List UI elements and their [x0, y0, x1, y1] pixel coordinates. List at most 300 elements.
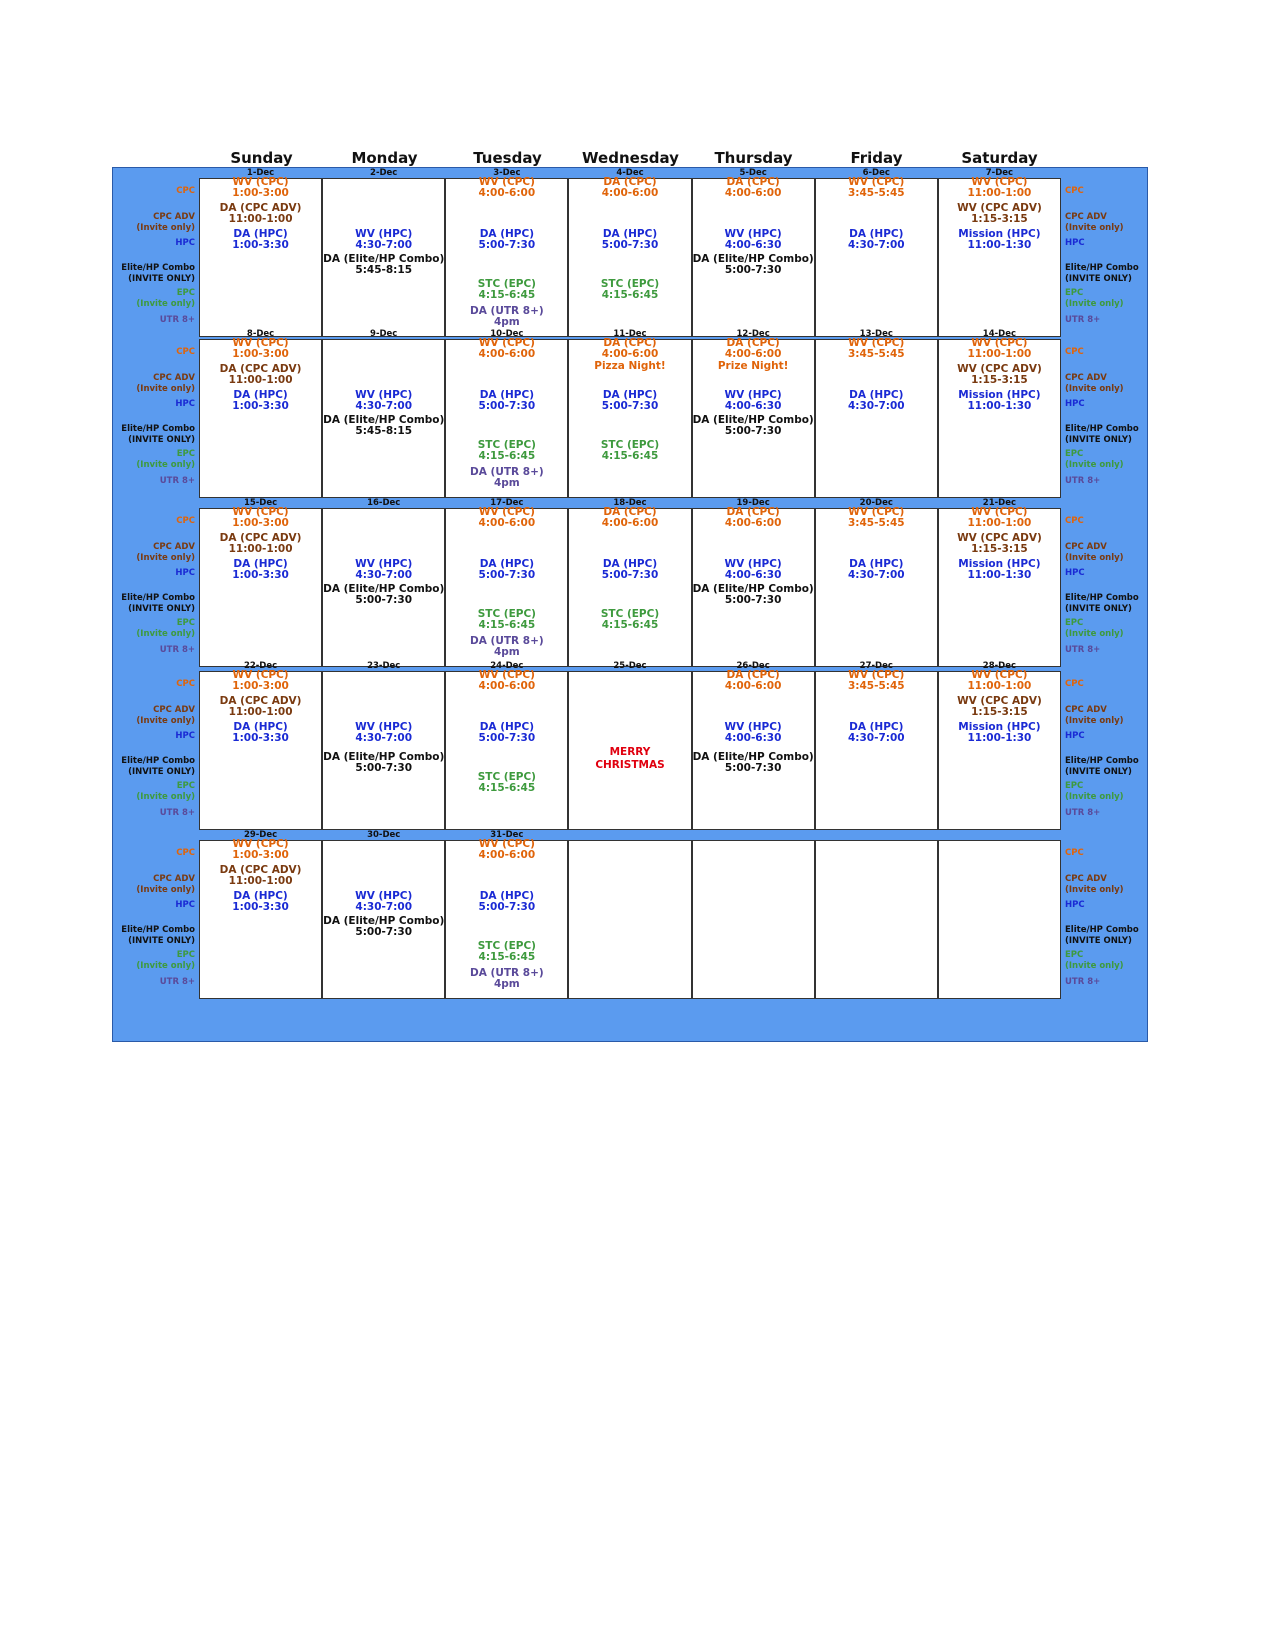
day-cell[interactable]: [199, 178, 322, 337]
label-cpc-adv-invite: (Invite only): [1065, 885, 1124, 895]
label-epc: EPC: [1065, 618, 1084, 628]
label-combo: Elite/HP Combo: [121, 925, 195, 935]
day-column: [938, 168, 1061, 337]
session-time: 5:00-7:30: [601, 400, 659, 412]
session-title: WV (CPC ADV): [957, 695, 1042, 707]
label-cpc: CPC: [176, 186, 195, 196]
weekday-saturday: Saturday: [961, 149, 1038, 167]
session-time: 4:30-7:00: [847, 732, 905, 744]
day-cell[interactable]: [445, 339, 568, 498]
day-cell[interactable]: [938, 671, 1061, 830]
weekday-wednesday: Wednesday: [582, 149, 679, 167]
session-title: DA (CPC): [726, 669, 780, 681]
session-title: WV (HPC): [355, 228, 413, 240]
session-time: 4:00-6:00: [724, 680, 782, 692]
session-time: 4:15-6:45: [601, 289, 659, 301]
day-cell[interactable]: [322, 178, 445, 337]
label-cpc-adv: CPC ADV: [1065, 874, 1107, 884]
date-label: 13-Dec: [859, 329, 893, 339]
label-combo: Elite/HP Combo: [1065, 756, 1139, 766]
label-combo: Elite/HP Combo: [1065, 424, 1139, 434]
label-cpc: CPC: [176, 679, 195, 689]
date-label: 2-Dec: [370, 168, 398, 178]
label-epc: EPC: [176, 781, 195, 791]
label-cpc: CPC: [176, 516, 195, 526]
label-epc: EPC: [1065, 288, 1084, 298]
date-label: 20-Dec: [859, 498, 893, 508]
session-time: 1:00-3:30: [232, 732, 289, 744]
session-time: 5:00-7:30: [478, 400, 536, 412]
session-time: 1:00-3:30: [232, 400, 289, 412]
session-title: DA (HPC): [479, 558, 534, 570]
day-cell[interactable]: [568, 339, 691, 498]
date-label: 18-Dec: [613, 498, 647, 508]
date-label: 3-Dec: [493, 168, 521, 178]
session-time: 5:00-7:30: [724, 762, 782, 774]
session-title: DA (CPC): [726, 337, 780, 349]
day-cell[interactable]: [445, 671, 568, 830]
label-cpc-adv-invite: (Invite only): [136, 384, 195, 394]
label-hpc: HPC: [1065, 900, 1085, 910]
day-column: [815, 168, 938, 337]
session-title: DA (CPC): [726, 176, 780, 188]
session-time: 5:00-7:30: [478, 239, 536, 251]
label-epc: EPC: [176, 288, 195, 298]
session-title: WV (CPC): [478, 506, 535, 518]
day-column: [938, 830, 1061, 999]
label-utr: UTR 8+: [159, 808, 195, 818]
holiday-note: [569, 746, 690, 772]
session-time: 4:00-6:00: [478, 348, 536, 360]
session-time: 4:15-6:45: [478, 450, 536, 462]
session-title: WV (HPC): [355, 558, 413, 570]
session-title: WV (CPC): [478, 176, 535, 188]
label-cpc-adv: CPC ADV: [1065, 705, 1107, 715]
session-time: 5:45-8:15: [355, 425, 412, 437]
session-time: 4:30-7:00: [847, 569, 905, 581]
session-title: WV (HPC): [355, 721, 413, 733]
session-title: DA (HPC): [479, 721, 534, 733]
date-label: 28-Dec: [982, 661, 1017, 671]
session-time: 3:45-5:45: [847, 680, 905, 692]
label-hpc: HPC: [1065, 731, 1085, 741]
label-epc: EPC: [1065, 781, 1084, 791]
label-cpc-adv: CPC ADV: [153, 705, 195, 715]
label-cpc-adv: CPC ADV: [1065, 542, 1107, 552]
day-cell[interactable]: [199, 339, 322, 498]
session-time: 4:00-6:00: [478, 517, 536, 529]
day-column: [815, 661, 938, 830]
label-cpc-adv-invite: (Invite only): [136, 223, 195, 233]
session-time: 4:30-7:00: [355, 239, 412, 251]
session-title: DA (Elite/HP Combo): [323, 583, 445, 595]
day-column: [692, 830, 815, 999]
day-cell[interactable]: [938, 840, 1061, 999]
session-title: WV (CPC): [232, 176, 289, 188]
label-combo-invite: (INVITE ONLY): [128, 767, 195, 777]
session-title: DA (UTR 8+): [470, 967, 544, 979]
session-time: 4:30-7:00: [355, 732, 412, 744]
session-title: STC (EPC): [600, 439, 660, 451]
label-cpc-adv: CPC ADV: [153, 373, 195, 383]
session-title: DA (Elite/HP Combo): [323, 414, 445, 426]
session-time: 11:00-1:00: [228, 543, 293, 555]
session-title: DA (Elite/HP Combo): [692, 253, 814, 265]
session-time: 1:00-3:00: [232, 849, 289, 861]
session-title: WV (CPC): [971, 669, 1028, 681]
date-label: 30-Dec: [367, 830, 401, 840]
session-title: DA (HPC): [233, 389, 288, 401]
day-cell[interactable]: [322, 671, 445, 830]
date-label: 6-Dec: [862, 168, 890, 178]
date-label: [815, 830, 938, 840]
day-column: [938, 661, 1061, 830]
session-title: DA (HPC): [849, 228, 904, 240]
session-time: 11:00-1:00: [967, 187, 1032, 199]
weekday-friday: Friday: [850, 149, 903, 167]
session-time: 1:00-3:30: [232, 901, 289, 913]
day-column: [568, 661, 691, 830]
session-time: 4:00-6:00: [478, 849, 536, 861]
session-title: DA (Elite/HP Combo): [692, 583, 814, 595]
session-time: 1:00-3:30: [232, 239, 289, 251]
date-label: 15-Dec: [243, 498, 278, 508]
session-time: 1:00-3:00: [232, 517, 289, 529]
session-time: 4:30-7:00: [355, 901, 412, 913]
session-title: DA (HPC): [602, 558, 658, 570]
date-label: 11-Dec: [613, 329, 647, 339]
week-row: [113, 329, 1147, 498]
session-time: 3:45-5:45: [847, 348, 905, 360]
day-cell[interactable]: [815, 339, 938, 498]
label-cpc: CPC: [176, 347, 195, 357]
session-title: Mission (HPC): [958, 228, 1041, 240]
session-title: DA (CPC): [603, 337, 657, 349]
date-label: 26-Dec: [736, 661, 770, 671]
session-title: DA (HPC): [233, 228, 288, 240]
label-utr: UTR 8+: [1065, 315, 1101, 325]
day-cell[interactable]: [692, 339, 815, 498]
label-combo-invite: (INVITE ONLY): [1065, 936, 1132, 946]
session-time: 4:00-6:00: [478, 187, 536, 199]
label-hpc: HPC: [175, 568, 195, 578]
day-column: [568, 830, 691, 999]
label-combo-invite: (INVITE ONLY): [1065, 435, 1132, 445]
session-time: 1:15-3:15: [971, 543, 1028, 555]
session-time: 5:00-7:30: [724, 594, 782, 606]
session-title: DA (CPC ADV): [219, 864, 302, 876]
session-time: 4:00-6:00: [724, 517, 782, 529]
session-time: 4:00-6:30: [724, 239, 782, 251]
session-time: 5:00-7:30: [355, 762, 412, 774]
label-combo: Elite/HP Combo: [1065, 263, 1139, 273]
day-cell[interactable]: [815, 508, 938, 667]
weekday-monday: Monday: [351, 149, 418, 167]
session-title: STC (EPC): [477, 278, 536, 290]
session-title: DA (HPC): [233, 890, 288, 902]
day-cell[interactable]: [692, 178, 815, 337]
day-column: [692, 329, 815, 498]
session-title: Mission (HPC): [958, 389, 1041, 401]
day-column: [199, 830, 322, 999]
day-column: [322, 830, 445, 999]
session-time: 5:00-7:30: [478, 732, 536, 744]
session-time: 4pm: [493, 316, 520, 328]
label-epc-invite: (Invite only): [136, 460, 195, 470]
date-label: 12-Dec: [736, 329, 770, 339]
day-cell[interactable]: [692, 671, 815, 830]
day-column: [445, 168, 568, 337]
day-cell[interactable]: [568, 671, 691, 830]
session-title: WV (HPC): [724, 558, 782, 570]
label-cpc: CPC: [176, 848, 195, 858]
label-cpc-adv-invite: (Invite only): [136, 553, 195, 563]
session-title: DA (CPC ADV): [219, 695, 302, 707]
date-label: 16-Dec: [367, 498, 401, 508]
day-column: [199, 168, 322, 337]
session-time: 4:15-6:45: [478, 289, 536, 301]
session-time: 4:30-7:00: [355, 569, 412, 581]
session-title: WV (CPC ADV): [957, 363, 1042, 375]
week-days: [199, 661, 1061, 830]
date-label: [692, 830, 815, 840]
day-cell[interactable]: [692, 508, 815, 667]
session-time: 5:00-7:30: [355, 594, 412, 606]
day-cell[interactable]: [938, 508, 1061, 667]
session-time: 11:00-1:00: [967, 348, 1032, 360]
day-column: [322, 661, 445, 830]
holiday-line: MERRY: [609, 746, 651, 758]
date-label: 4-Dec: [616, 168, 644, 178]
session-time: 4pm: [493, 477, 520, 489]
label-epc-invite: (Invite only): [1065, 792, 1124, 802]
date-label: 7-Dec: [985, 168, 1014, 178]
label-utr: UTR 8+: [159, 315, 195, 325]
day-cell[interactable]: [938, 178, 1061, 337]
weekday-thursday: Thursday: [714, 149, 793, 167]
session-time: 11:00-1:00: [967, 517, 1032, 529]
date-label: 17-Dec: [490, 498, 524, 508]
session-time: 4:30-7:00: [847, 239, 905, 251]
holiday-line: CHRISTMAS: [595, 759, 665, 771]
day-column: [692, 498, 815, 667]
day-cell[interactable]: [815, 671, 938, 830]
session-time: 4:15-6:45: [478, 951, 536, 963]
label-epc: EPC: [176, 618, 195, 628]
session-title: STC (EPC): [477, 608, 536, 620]
label-hpc: HPC: [1065, 399, 1085, 409]
date-label: 10-Dec: [490, 329, 524, 339]
date-label: 9-Dec: [370, 329, 398, 339]
day-column: [445, 661, 568, 830]
session-time: 4:00-6:00: [478, 680, 536, 692]
day-cell[interactable]: [445, 178, 568, 337]
session-time: 4:15-6:45: [478, 782, 536, 794]
day-cell[interactable]: [692, 840, 815, 999]
day-cell[interactable]: [322, 508, 445, 667]
label-epc-invite: (Invite only): [136, 961, 195, 971]
session-title: WV (CPC): [232, 506, 289, 518]
session-time: 3:45-5:45: [847, 517, 905, 529]
session-title: DA (HPC): [233, 721, 288, 733]
label-utr: UTR 8+: [1065, 977, 1101, 987]
session-title: DA (HPC): [479, 228, 534, 240]
label-utr: UTR 8+: [1065, 645, 1101, 655]
label-epc-invite: (Invite only): [1065, 460, 1124, 470]
date-label: [938, 830, 1061, 840]
session-time: 4:15-6:45: [601, 450, 659, 462]
day-cell[interactable]: [815, 840, 938, 999]
session-title: STC (EPC): [477, 439, 536, 451]
session-time: 1:15-3:15: [971, 706, 1028, 718]
session-time: 5:00-7:30: [601, 569, 659, 581]
label-cpc-adv-invite: (Invite only): [1065, 223, 1124, 233]
day-column: [199, 661, 322, 830]
session-title: WV (CPC): [478, 337, 535, 349]
session-title: WV (CPC ADV): [957, 532, 1042, 544]
label-utr: UTR 8+: [1065, 808, 1101, 818]
session-time: 4:15-6:45: [601, 619, 659, 631]
label-cpc-adv: CPC ADV: [1065, 373, 1107, 383]
session-title: DA (HPC): [849, 558, 904, 570]
day-column: [445, 498, 568, 667]
label-epc: EPC: [176, 950, 195, 960]
label-hpc: HPC: [175, 731, 195, 741]
date-label: 29-Dec: [243, 830, 278, 840]
day-column: [445, 329, 568, 498]
session-time: 4:00-6:00: [724, 187, 782, 199]
day-cell[interactable]: [938, 339, 1061, 498]
label-cpc-adv-invite: (Invite only): [136, 716, 195, 726]
session-time: 4:00-6:00: [724, 348, 782, 360]
session-title: Mission (HPC): [958, 558, 1041, 570]
session-title: WV (CPC): [848, 176, 905, 188]
day-cell[interactable]: [322, 339, 445, 498]
label-epc: EPC: [176, 449, 195, 459]
label-cpc: CPC: [1065, 516, 1084, 526]
label-cpc-adv-invite: (Invite only): [1065, 553, 1124, 563]
label-combo: Elite/HP Combo: [121, 263, 195, 273]
session-time: 1:00-3:00: [232, 348, 289, 360]
day-cell[interactable]: [322, 840, 445, 999]
session-title: DA (CPC): [603, 176, 657, 188]
session-title: DA (CPC): [726, 506, 780, 518]
session-time: 4pm: [493, 978, 520, 990]
session-time: 5:00-7:30: [355, 926, 412, 938]
day-column: [445, 830, 568, 999]
label-combo-invite: (INVITE ONLY): [1065, 274, 1132, 284]
label-hpc: HPC: [175, 399, 195, 409]
label-cpc: CPC: [1065, 186, 1084, 196]
label-utr: UTR 8+: [159, 977, 195, 987]
session-title: WV (CPC): [232, 669, 289, 681]
day-cell[interactable]: [445, 840, 568, 999]
session-time: 1:15-3:15: [971, 213, 1028, 225]
session-title: WV (CPC): [971, 176, 1028, 188]
week-days: [199, 168, 1061, 337]
date-label: 25-Dec: [613, 661, 647, 671]
day-cell[interactable]: [568, 508, 691, 667]
day-column: [815, 329, 938, 498]
day-cell[interactable]: [568, 840, 691, 999]
pizza-note: Pizza Night!: [594, 360, 666, 372]
label-combo: Elite/HP Combo: [1065, 925, 1139, 935]
session-title: WV (CPC): [848, 669, 905, 681]
label-utr: UTR 8+: [159, 476, 195, 486]
label-hpc: HPC: [175, 238, 195, 248]
label-combo: Elite/HP Combo: [121, 756, 195, 766]
session-time: 4:00-6:30: [724, 400, 782, 412]
label-combo: Elite/HP Combo: [121, 593, 195, 603]
label-cpc-adv: CPC ADV: [153, 542, 195, 552]
day-cell[interactable]: [815, 178, 938, 337]
label-cpc-adv-invite: (Invite only): [1065, 716, 1124, 726]
session-time: 4:30-7:00: [355, 400, 412, 412]
date-label: 27-Dec: [859, 661, 893, 671]
label-cpc: CPC: [1065, 347, 1084, 357]
session-title: DA (Elite/HP Combo): [692, 414, 814, 426]
day-column: [322, 168, 445, 337]
session-time: 5:45-8:15: [355, 264, 412, 276]
label-epc: EPC: [1065, 950, 1084, 960]
session-time: 11:00-1:30: [967, 569, 1032, 581]
label-combo-invite: (INVITE ONLY): [1065, 604, 1132, 614]
day-cell[interactable]: [199, 671, 322, 830]
session-title: STC (EPC): [477, 771, 536, 783]
day-cell[interactable]: [568, 178, 691, 337]
day-cell[interactable]: [445, 508, 568, 667]
session-title: STC (EPC): [600, 608, 660, 620]
date-label: 24-Dec: [490, 661, 524, 671]
session-time: 5:00-7:30: [478, 569, 536, 581]
session-title: WV (CPC): [232, 838, 289, 850]
date-label: 23-Dec: [367, 661, 401, 671]
session-time: 1:00-3:00: [232, 187, 289, 199]
label-combo-invite: (INVITE ONLY): [128, 274, 195, 284]
label-combo-invite: (INVITE ONLY): [128, 604, 195, 614]
weekday-header: [200, 150, 1061, 167]
session-time: 5:00-7:30: [601, 239, 659, 251]
day-cell[interactable]: [199, 508, 322, 667]
session-time: 4:00-6:00: [601, 517, 659, 529]
session-title: DA (HPC): [849, 721, 904, 733]
week-row: [113, 168, 1147, 337]
session-title: DA (Elite/HP Combo): [323, 915, 445, 927]
date-label: 21-Dec: [982, 498, 1017, 508]
label-hpc: HPC: [175, 900, 195, 910]
session-time: 11:00-1:00: [967, 680, 1032, 692]
prize-note: Prize Night!: [717, 360, 789, 372]
date-label: 8-Dec: [246, 329, 275, 339]
session-title: DA (UTR 8+): [470, 466, 544, 478]
day-cell[interactable]: [199, 840, 322, 999]
session-time: 1:00-3:30: [232, 569, 289, 581]
day-column: [199, 498, 322, 667]
session-title: WV (HPC): [355, 389, 413, 401]
label-combo: Elite/HP Combo: [121, 424, 195, 434]
session-title: Mission (HPC): [958, 721, 1041, 733]
label-cpc-adv: CPC ADV: [1065, 212, 1107, 222]
label-epc-invite: (Invite only): [136, 629, 195, 639]
session-title: DA (Elite/HP Combo): [692, 751, 814, 763]
session-title: DA (HPC): [479, 389, 534, 401]
session-title: WV (CPC): [478, 838, 535, 850]
label-hpc: HPC: [1065, 568, 1085, 578]
day-column: [322, 498, 445, 667]
label-cpc: CPC: [1065, 848, 1084, 858]
week-row: [113, 498, 1147, 667]
session-time: 4pm: [493, 646, 520, 658]
